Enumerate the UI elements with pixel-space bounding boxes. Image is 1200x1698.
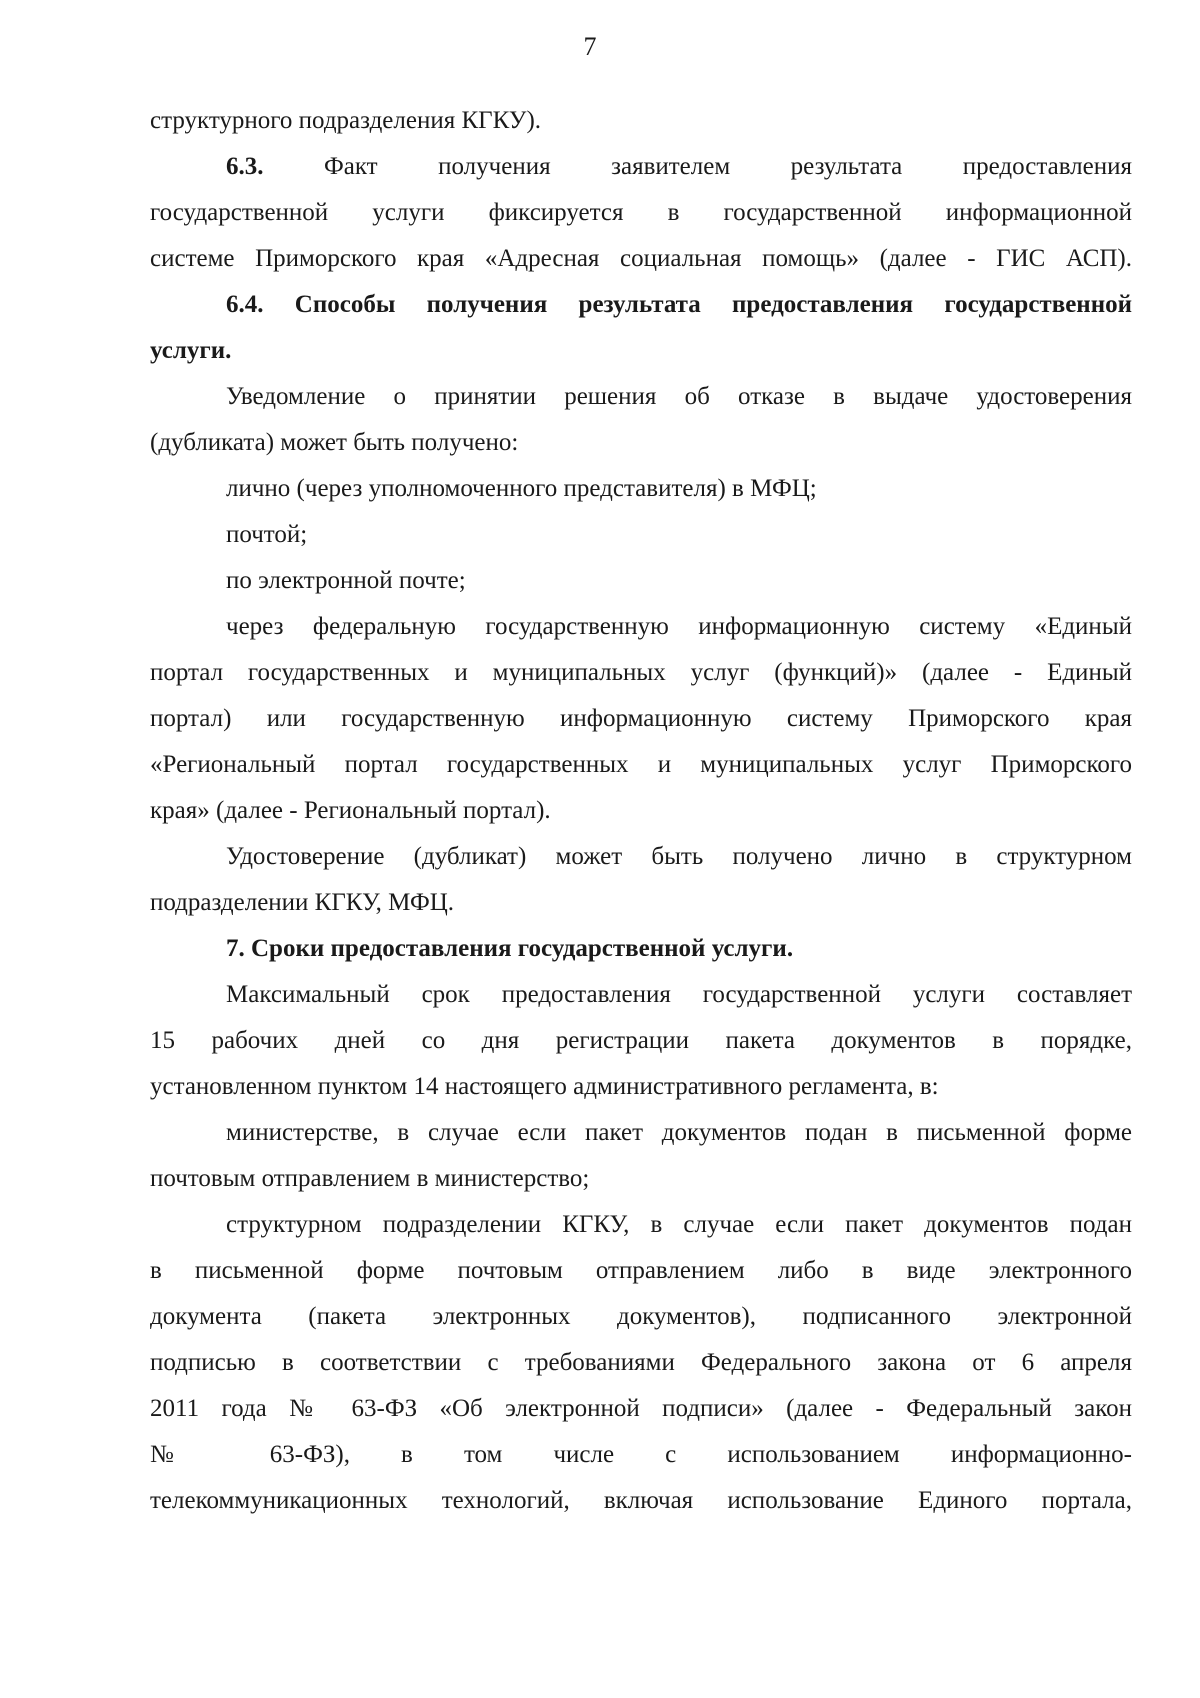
- line-text: края» (далее - Региональный портал).: [150, 797, 551, 824]
- line-text: Уведомление о принятии решения об отказе в выдаче удостоверения: [226, 383, 1132, 410]
- text-line: [150, 972, 1132, 1018]
- line-text: Факт получения заявителем результата предоставления: [263, 153, 1132, 180]
- text-line: [150, 420, 1132, 466]
- page-number: 7: [583, 32, 597, 61]
- text-line: [150, 1202, 1132, 1248]
- line-text: № 63-ФЗ), в том числе с использованием информационно-: [150, 1441, 1132, 1468]
- text-line: [150, 190, 1132, 236]
- line-text: в письменной форме почтовым отправлением либо в виде электронного: [150, 1257, 1132, 1284]
- text-line: [150, 696, 1132, 742]
- text-line: [150, 1156, 1132, 1202]
- text-line: [150, 834, 1132, 880]
- heading-line: [150, 328, 1132, 374]
- line-text: Максимальный срок предоставления государственной услуги составляет: [226, 981, 1132, 1008]
- line-text: документа (пакета электронных документов), подписанного электронной: [150, 1303, 1132, 1330]
- line-text: установленном пунктом 14 настоящего административного регламента, в:: [150, 1073, 939, 1100]
- heading-line: [150, 926, 1132, 972]
- text-line: [150, 374, 1132, 420]
- text-line: [150, 466, 1132, 512]
- text-line: [150, 1294, 1132, 1340]
- line-text: министерстве, в случае если пакет документов подан в письменной форме: [226, 1119, 1132, 1146]
- line-text: (дубликата) может быть получено:: [150, 429, 519, 456]
- line-text: через федеральную государственную информационную систему «Единый: [226, 613, 1132, 640]
- line-text: 2011 года № 63-ФЗ «Об электронной подписи» (далее - Федеральный закон: [150, 1395, 1132, 1422]
- text-line: [150, 1018, 1132, 1064]
- line-text: «Региональный портал государственных и муниципальных услуг Приморского: [150, 751, 1132, 778]
- line-text: системе Приморского края «Адресная социальная помощь» (далее - ГИС АСП).: [150, 245, 1132, 272]
- line-text: услуги.: [150, 337, 232, 364]
- line-text: портал государственных и муниципальных услуг (функций)» (далее - Единый: [150, 659, 1132, 686]
- text-line: [150, 1340, 1132, 1386]
- text-line: [150, 788, 1132, 834]
- text-line: [150, 1386, 1132, 1432]
- text-line: [150, 1432, 1132, 1478]
- text-line: [150, 880, 1132, 926]
- line-text: 7. Сроки предоставления государственной услуги.: [226, 935, 794, 962]
- line-text: 6.4. Способы получения результата предоставления государственной: [226, 291, 1132, 318]
- heading-line: [150, 282, 1132, 328]
- document-body: [150, 98, 1132, 1524]
- line-text: 15 рабочих дней со дня регистрации пакета документов в порядке,: [150, 1027, 1132, 1054]
- text-line: [150, 1248, 1132, 1294]
- line-text: подразделении КГКУ, МФЦ.: [150, 889, 455, 916]
- line-text: государственной услуги фиксируется в государственной информационной: [150, 199, 1132, 226]
- line-text: лично (через уполномоченного представителя) в МФЦ;: [226, 475, 817, 502]
- line-text: почтовым отправлением в министерство;: [150, 1165, 590, 1192]
- text-line: [150, 604, 1132, 650]
- clause-number: 6.3.: [226, 153, 264, 180]
- text-line: [150, 1064, 1132, 1110]
- text-line: [150, 558, 1132, 604]
- line-text: Удостоверение (дубликат) может быть получено лично в структурном: [226, 843, 1132, 870]
- line-text: подписью в соответствии с требованиями Федерального закона от 6 апреля: [150, 1349, 1132, 1376]
- text-line: [150, 650, 1132, 696]
- line-text: портал) или государственную информационную систему Приморского края: [150, 705, 1132, 732]
- text-line: [150, 512, 1132, 558]
- text-line: [150, 1110, 1132, 1156]
- line-text: по электронной почте;: [226, 567, 466, 594]
- text-line: [150, 236, 1132, 282]
- line-text: структурного подразделения КГКУ).: [150, 107, 542, 134]
- text-line: [150, 98, 1132, 144]
- text-line: [150, 1478, 1132, 1524]
- line-text: структурном подразделении КГКУ, в случае если пакет документов подан: [226, 1211, 1132, 1238]
- line-text: почтой;: [226, 521, 308, 548]
- line-text: телекоммуникационных технологий, включая использование Единого портала,: [150, 1487, 1132, 1514]
- text-line: [150, 742, 1132, 788]
- text-line: [150, 144, 1132, 190]
